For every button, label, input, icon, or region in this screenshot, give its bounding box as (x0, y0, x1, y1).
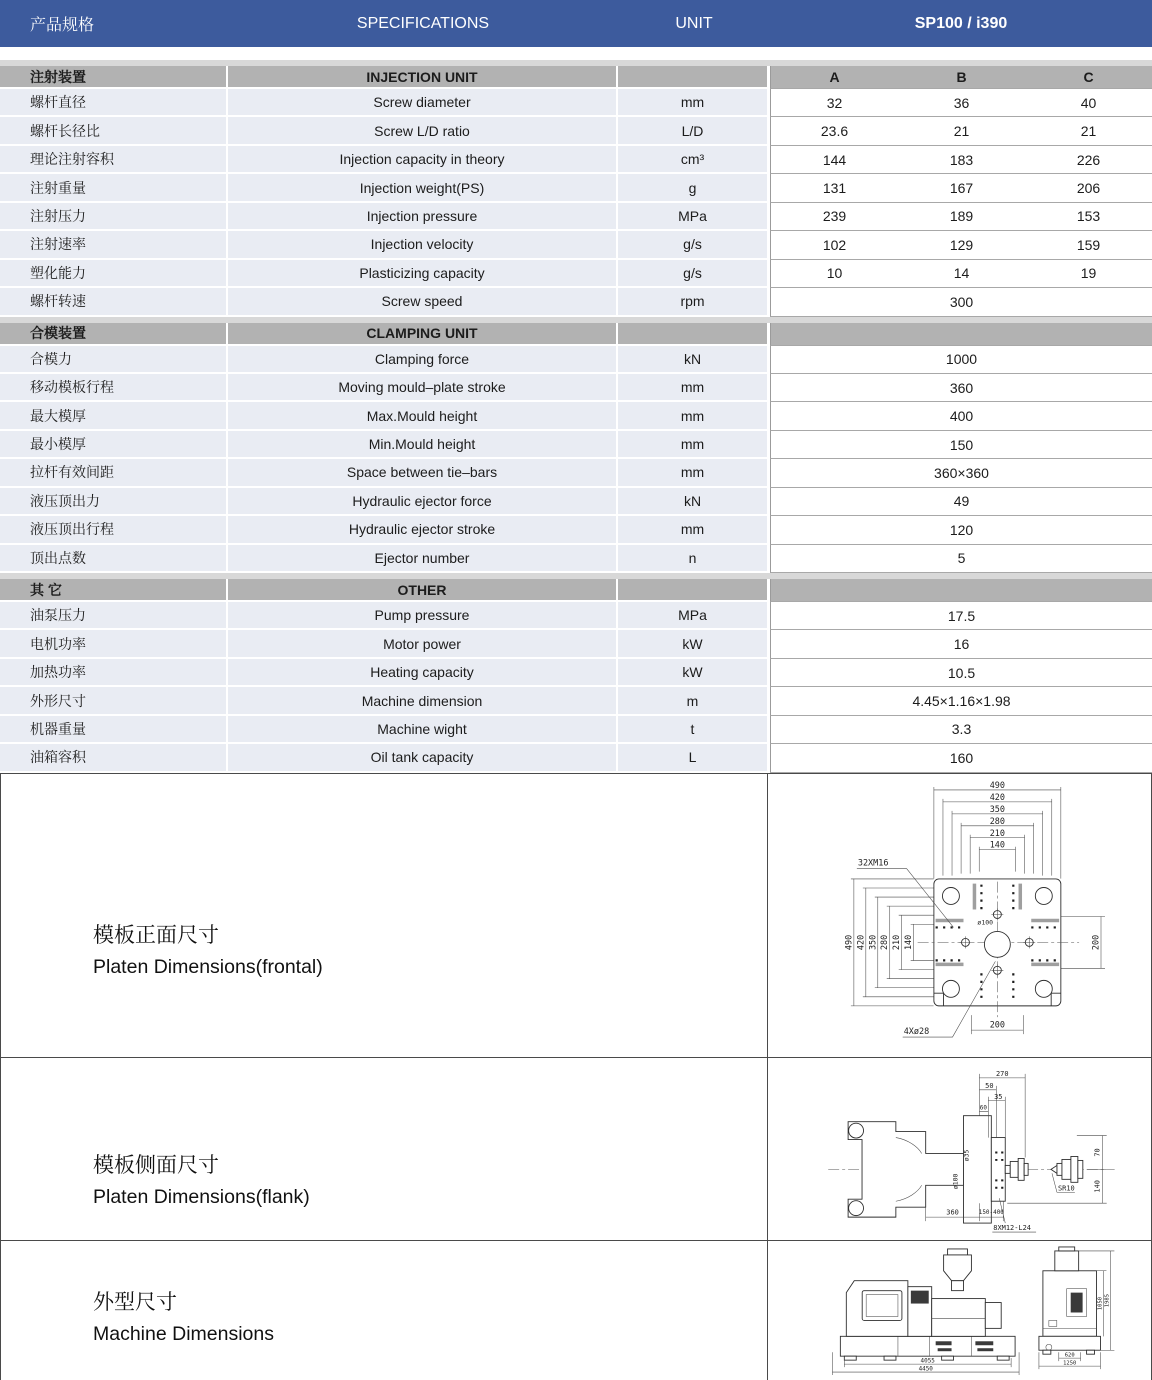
header-bar (0, 0, 1152, 47)
table-row (0, 744, 1152, 772)
cell-value: 300 (949, 293, 974, 310)
table-row (0, 203, 1152, 231)
cell-value: 206 (1076, 180, 1101, 197)
section-unit-cell (618, 323, 770, 346)
flank-caption (1, 1058, 768, 1240)
cell-value: 21 (1080, 123, 1097, 140)
dim-label: 350 (989, 803, 1006, 814)
frontal-caption-cn: 模板正面尺寸 (93, 923, 219, 947)
flank-platen-diagram (768, 1058, 1151, 1240)
machine-dimensions-drawing (768, 1241, 1151, 1380)
cell-values (770, 89, 1152, 117)
dim-label: 140 (1093, 1180, 1102, 1193)
cell-label-cn: 拉杆有效间距 (0, 459, 228, 487)
corner-holes-callout: 4Xø28 (903, 1026, 930, 1037)
model-name: SP100 / i390 (914, 14, 1008, 32)
cell-label-cn: 理论注射容积 (0, 146, 228, 174)
dim-label: 4055 (920, 1357, 935, 1365)
cell-unit: kW (618, 659, 770, 687)
cell-label-en: Screw L/D ratio (228, 117, 618, 145)
machine-caption (1, 1241, 768, 1380)
section-title-en: OTHER (228, 579, 618, 602)
dim-label: 420 (989, 791, 1006, 802)
cell-value: 36 (953, 94, 970, 111)
machine-dimensions-diagram (768, 1241, 1151, 1380)
frontal-caption-en: Platen Dimensions(frontal) (93, 955, 323, 978)
cell-value: 102 (822, 236, 847, 253)
section-header-row (0, 323, 1152, 346)
cell-values (770, 260, 1152, 288)
cell-values (770, 545, 1152, 573)
cell-values (770, 659, 1152, 687)
section-unit-cell (618, 579, 770, 602)
cell-value: 40 (1080, 94, 1097, 111)
section-col-headers (770, 66, 1152, 89)
table-row (0, 146, 1152, 174)
cell-unit: L (618, 744, 770, 772)
cell-value: 17.5 (947, 607, 976, 624)
dim-label: 1985 (1104, 1294, 1111, 1308)
cell-label-cn: 外形尺寸 (0, 687, 228, 715)
table-row (0, 716, 1152, 744)
cell-label-cn: 机器重量 (0, 716, 228, 744)
column-header: C (1083, 69, 1094, 85)
cell-unit: mm (618, 459, 770, 487)
cell-label-en: Oil tank capacity (228, 744, 618, 772)
sr-callout: SR10 (1057, 1184, 1075, 1193)
table-row (0, 516, 1152, 544)
holes-callout: 32XM16 (857, 857, 889, 868)
page-title-cn: 产品规格 (30, 17, 95, 34)
cell-value: 360 (949, 379, 974, 396)
cell-label-cn: 顶出点数 (0, 545, 228, 573)
page-title-en: SPECIFICATIONS (356, 14, 490, 32)
cell-label-en: Clamping force (228, 346, 618, 374)
flank-platen-section (1, 1058, 1151, 1241)
cell-label-cn: 螺杆长径比 (0, 117, 228, 145)
diagram-table (0, 773, 1152, 1380)
cell-values (770, 374, 1152, 402)
cell-label-en: Min.Mould height (228, 431, 618, 459)
table-row (0, 89, 1152, 117)
cell-label-cn: 液压顶出力 (0, 488, 228, 516)
section-title-cn: 注射装置 (0, 66, 228, 89)
cell-values (770, 459, 1152, 487)
column-header: A (829, 69, 840, 85)
cell-value: 49 (953, 493, 970, 510)
dim-label: 140 (989, 839, 1006, 850)
cell-unit: kN (618, 488, 770, 516)
cell-label-cn: 塑化能力 (0, 260, 228, 288)
cell-value: 226 (1076, 151, 1101, 168)
frontal-platen-diagram (768, 774, 1151, 1057)
cell-label-en: Pump pressure (228, 602, 618, 630)
cell-unit: mm (618, 431, 770, 459)
cell-value: 32 (826, 94, 843, 111)
table-row (0, 402, 1152, 430)
cell-label-en: Injection pressure (228, 203, 618, 231)
table-row (0, 231, 1152, 259)
dim-label: 200 (989, 1019, 1006, 1030)
cell-unit: mm (618, 516, 770, 544)
dim-label: 350 (867, 934, 878, 951)
cell-label-cn: 油泵压力 (0, 602, 228, 630)
center-hole-callout: ø100 (977, 918, 994, 927)
table-row (0, 117, 1152, 145)
section-col-headers (770, 323, 1152, 346)
table-row (0, 374, 1152, 402)
cell-unit: kN (618, 346, 770, 374)
cell-value: 167 (949, 180, 974, 197)
cell-value: 160 (949, 749, 974, 766)
section-header-row (0, 579, 1152, 602)
cell-value: 3.3 (951, 721, 972, 738)
cell-label-cn: 油箱容积 (0, 744, 228, 772)
section-title-en: INJECTION UNIT (228, 66, 618, 89)
cell-values (770, 716, 1152, 744)
section-unit-cell (618, 66, 770, 89)
cell-values (770, 203, 1152, 231)
cell-label-en: Ejector number (228, 545, 618, 573)
cell-label-en: Injection velocity (228, 231, 618, 259)
dim-label: 1250 (1063, 1360, 1077, 1367)
dim-label: 490 (989, 779, 1006, 790)
cell-label-en: Screw diameter (228, 89, 618, 117)
cell-label-en: Injection capacity in theory (228, 146, 618, 174)
dim-label: 70 (1093, 1148, 1102, 1157)
cell-value: 21 (953, 123, 970, 140)
dia-label: ø35 (962, 1149, 971, 1162)
cell-values (770, 516, 1152, 544)
section-title-cn: 合模装置 (0, 323, 228, 346)
dim-label: 360 (946, 1208, 959, 1217)
dim-label: 210 (891, 934, 902, 951)
screws-callout: 8XM12-L24 (993, 1224, 1032, 1233)
machine-dimensions-section (1, 1241, 1151, 1380)
table-row (0, 602, 1152, 630)
table-row (0, 488, 1152, 516)
dim-label: 280 (879, 934, 890, 951)
cell-unit: rpm (618, 288, 770, 316)
section-col-headers (770, 579, 1152, 602)
cell-label-cn: 液压顶出行程 (0, 516, 228, 544)
cell-label-en: Hydraulic ejector force (228, 488, 618, 516)
cell-unit: t (618, 716, 770, 744)
dim-label: 50 (985, 1081, 994, 1090)
cell-label-cn: 加热功率 (0, 659, 228, 687)
cell-label-en: Heating capacity (228, 659, 618, 687)
cell-unit: MPa (618, 602, 770, 630)
cell-values (770, 431, 1152, 459)
cell-values (770, 630, 1152, 658)
cell-value: 129 (949, 236, 974, 253)
cell-label-en: Screw speed (228, 288, 618, 316)
section-header-row (0, 66, 1152, 89)
cell-value: 4.45×1.16×1.98 (912, 693, 1011, 710)
cell-value: 150 (949, 436, 974, 453)
cell-value: 400 (949, 408, 974, 425)
cell-value: 5 (957, 550, 966, 567)
cell-label-en: Max.Mould height (228, 402, 618, 430)
dim-label: 60 (979, 1104, 987, 1112)
table-row (0, 288, 1152, 316)
frontal-caption (1, 774, 768, 1057)
cell-values (770, 602, 1152, 630)
cell-value: 144 (822, 151, 847, 168)
cell-value: 131 (822, 180, 847, 197)
cell-label-cn: 电机功率 (0, 630, 228, 658)
cell-unit: MPa (618, 203, 770, 231)
cell-value: 10.5 (947, 664, 976, 681)
dim-label: 35 (994, 1092, 1003, 1101)
table-row (0, 630, 1152, 658)
cell-unit: n (618, 545, 770, 573)
dim-label: 150-400 (978, 1209, 1004, 1217)
cell-label-en: Machine wight (228, 716, 618, 744)
cell-value: 159 (1076, 236, 1101, 253)
table-row (0, 659, 1152, 687)
cell-value: 153 (1076, 208, 1101, 225)
cell-label-cn: 螺杆直径 (0, 89, 228, 117)
cell-values (770, 402, 1152, 430)
cell-label-cn: 合模力 (0, 346, 228, 374)
cell-value: 19 (1080, 265, 1097, 282)
dim-label: 280 (989, 815, 1006, 826)
cell-label-cn: 移动模板行程 (0, 374, 228, 402)
cell-unit: mm (618, 402, 770, 430)
section-title-en: CLAMPING UNIT (228, 323, 618, 346)
cell-value: 360×360 (934, 464, 989, 481)
frontal-platen-section (1, 774, 1151, 1058)
cell-label-en: Plasticizing capacity (228, 260, 618, 288)
cell-value: 16 (953, 636, 970, 653)
dim-label: 490 (843, 934, 854, 951)
cell-unit: g/s (618, 260, 770, 288)
dim-label: 270 (995, 1069, 1009, 1078)
table-row (0, 260, 1152, 288)
cell-label-cn: 注射压力 (0, 203, 228, 231)
dim-label: 140 (903, 934, 914, 951)
unit-column-title: UNIT (675, 14, 713, 32)
machine-caption-en: Machine Dimensions (93, 1322, 274, 1345)
cell-values (770, 117, 1152, 145)
dim-label: 210 (989, 827, 1006, 838)
table-row (0, 459, 1152, 487)
cell-label-cn: 最小模厚 (0, 431, 228, 459)
dim-label: 420 (855, 934, 866, 951)
cell-values (770, 488, 1152, 516)
frontal-platen-drawing (768, 774, 1151, 1057)
cell-label-cn: 注射重量 (0, 174, 228, 202)
flank-caption-cn: 模板侧面尺寸 (93, 1154, 219, 1177)
cell-value: 120 (949, 521, 974, 538)
dim-label: 620 (1064, 1352, 1075, 1359)
flank-caption-en: Platen Dimensions(flank) (93, 1186, 310, 1208)
cell-unit: mm (618, 89, 770, 117)
cell-values (770, 231, 1152, 259)
cell-values (770, 174, 1152, 202)
flank-platen-drawing (768, 1058, 1151, 1240)
cell-unit: mm (618, 374, 770, 402)
cell-label-cn: 注射速率 (0, 231, 228, 259)
cell-values (770, 346, 1152, 374)
cell-unit: cm³ (618, 146, 770, 174)
cell-label-en: Motor power (228, 630, 618, 658)
column-header: B (956, 69, 967, 85)
cell-values (770, 288, 1152, 316)
table-row (0, 431, 1152, 459)
cell-values (770, 744, 1152, 772)
cell-unit: kW (618, 630, 770, 658)
cell-values (770, 687, 1152, 715)
cell-value: 183 (949, 151, 974, 168)
machine-caption-cn: 外型尺寸 (93, 1290, 177, 1314)
table-row (0, 346, 1152, 374)
section-title-cn: 其 它 (0, 579, 228, 602)
cell-value: 189 (949, 208, 974, 225)
cell-value: 10 (826, 265, 843, 282)
dim-label: 200 (1090, 934, 1101, 951)
table-row (0, 687, 1152, 715)
cell-unit: g/s (618, 231, 770, 259)
dim-label: 4450 (918, 1365, 933, 1373)
cell-label-en: Hydraulic ejector stroke (228, 516, 618, 544)
cell-value: 239 (822, 208, 847, 225)
cell-label-en: Machine dimension (228, 687, 618, 715)
table-row (0, 174, 1152, 202)
cell-unit: m (618, 687, 770, 715)
cell-value: 23.6 (820, 123, 849, 140)
dia-label: ø100 (951, 1173, 960, 1190)
dim-label: 1050 (1097, 1296, 1104, 1311)
cell-unit: g (618, 174, 770, 202)
cell-value: 1000 (945, 351, 978, 368)
table-row (0, 545, 1152, 573)
cell-label-en: Moving mould–plate stroke (228, 374, 618, 402)
cell-values (770, 146, 1152, 174)
cell-label-cn: 最大模厚 (0, 402, 228, 430)
cell-label-en: Space between tie–bars (228, 459, 618, 487)
cell-unit: L/D (618, 117, 770, 145)
cell-value: 14 (953, 265, 970, 282)
cell-label-en: Injection weight(PS) (228, 174, 618, 202)
spec-table (0, 60, 1152, 773)
cell-label-cn: 螺杆转速 (0, 288, 228, 316)
